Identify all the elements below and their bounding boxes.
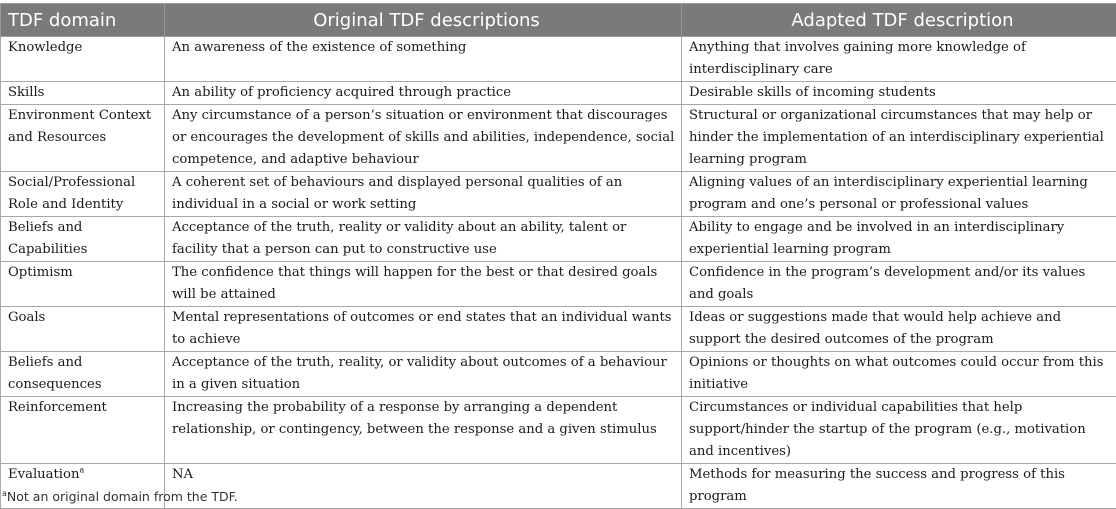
original-cell: Mental representations of outcomes or end states that an individual wants to achieve xyxy=(165,307,682,352)
domain-cell: Optimism xyxy=(1,262,165,307)
domain-cell: Beliefs and consequences xyxy=(1,352,165,397)
original-cell: A coherent set of behaviours and displayed personal qualities of an individual in a social or work setting xyxy=(165,172,682,217)
table-footnote xyxy=(2,489,238,504)
adapted-cell: Anything that involves gaining more knowledge of interdisciplinary care xyxy=(682,37,1116,82)
header-tdf-domain: TDF domain xyxy=(1,4,165,37)
footnote-mark: a xyxy=(2,489,7,498)
original-cell: An ability of proficiency acquired through practice xyxy=(165,82,682,105)
domain-cell: Environment Context and Resources xyxy=(1,105,165,172)
domain-cell: Skills xyxy=(1,82,165,105)
table-row xyxy=(1,397,1116,464)
original-cell: An awareness of the existence of something xyxy=(165,37,682,82)
adapted-cell: Confidence in the program’s development and/or its values and goals xyxy=(682,262,1116,307)
table-row xyxy=(1,82,1116,105)
adapted-cell: Aligning values of an interdisciplinary experiential learning program and one’s personal or professional values xyxy=(682,172,1116,217)
original-cell: NA xyxy=(165,464,682,509)
original-cell: Acceptance of the truth, reality, or validity about outcomes of a behaviour in a given situation xyxy=(165,352,682,397)
table-row xyxy=(1,37,1116,82)
table-row xyxy=(1,217,1116,262)
table-row xyxy=(1,352,1116,397)
tdf-table xyxy=(0,3,1116,509)
domain-cell: Reinforcement xyxy=(1,397,165,464)
original-cell: The confidence that things will happen for the best or that desired goals will be attained xyxy=(165,262,682,307)
domain-label: Evaluation xyxy=(8,467,79,482)
adapted-cell: Structural or organizational circumstances that may help or hinder the implementation of an interdisciplinary experiential learning program xyxy=(682,105,1116,172)
original-cell: Increasing the probability of a response by arranging a dependent relationship, or contingency, between the response and a given stimulus xyxy=(165,397,682,464)
adapted-cell: Ideas or suggestions made that would help achieve and support the desired outcomes of the program xyxy=(682,307,1116,352)
adapted-cell: Methods for measuring the success and progress of this program xyxy=(682,464,1116,509)
footnote-text: Not an original domain from the TDF. xyxy=(7,489,238,504)
domain-cell: Knowledge xyxy=(1,37,165,82)
header-adapted-description: Adapted TDF description xyxy=(682,4,1116,37)
table-row xyxy=(1,105,1116,172)
header-original-descriptions: Original TDF descriptions xyxy=(165,4,682,37)
adapted-cell: Desirable skills of incoming students xyxy=(682,82,1116,105)
table-row xyxy=(1,307,1116,352)
table-row xyxy=(1,262,1116,307)
footnote-marker: a xyxy=(79,466,84,475)
domain-cell: Social/Professional Role and Identity xyxy=(1,172,165,217)
adapted-cell: Ability to engage and be involved in an interdisciplinary experiential learning program xyxy=(682,217,1116,262)
original-cell: Acceptance of the truth, reality or validity about an ability, talent or facility that a person can put to constructive use xyxy=(165,217,682,262)
header-row xyxy=(1,4,1116,37)
adapted-cell: Circumstances or individual capabilities that help support/hinder the startup of the program (e.g., motivation and incentives) xyxy=(682,397,1116,464)
domain-cell: Goals xyxy=(1,307,165,352)
table-row xyxy=(1,172,1116,217)
original-cell: Any circumstance of a person’s situation or environment that discourages or encourages the development of skills and abilities, independence, social competence, and adaptive behaviour xyxy=(165,105,682,172)
domain-cell: Beliefs and Capabilities xyxy=(1,217,165,262)
adapted-cell: Opinions or thoughts on what outcomes could occur from this initiative xyxy=(682,352,1116,397)
